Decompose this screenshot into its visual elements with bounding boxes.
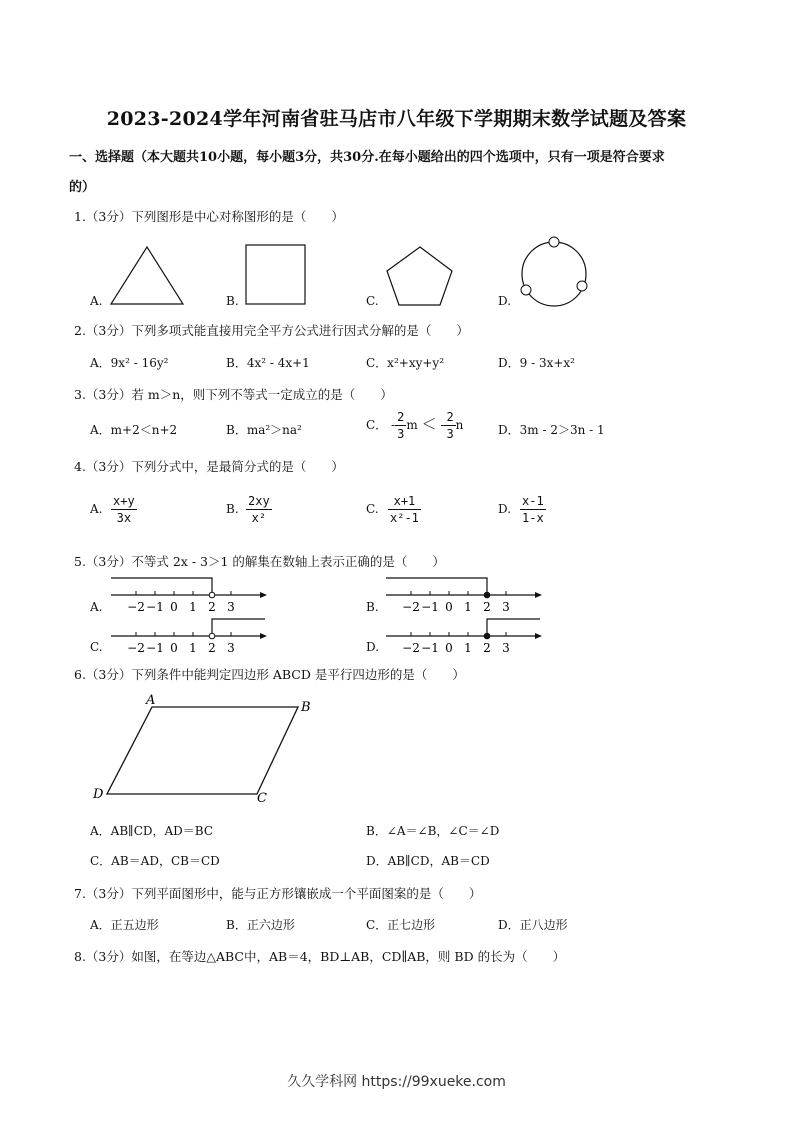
number-line-tick-label: 3 xyxy=(227,641,235,655)
fraction-numerator: 2 xyxy=(397,410,405,424)
number-line-tick-label: −1 xyxy=(146,641,164,655)
question-4-stem: 4.（3分）下列分式中，是最简分式的是（ ） xyxy=(74,459,344,474)
number-line-tick-label: 3 xyxy=(502,600,510,614)
arrow-head-icon xyxy=(260,592,267,598)
q7-option-d: D．正八边形 xyxy=(498,918,568,932)
vertex-a-label: A xyxy=(146,693,156,708)
q5-option-b-label: B. xyxy=(366,600,379,614)
q3-option-a: A．m+2＜n+2 xyxy=(90,423,178,437)
q2-option-c: C．x²+xy+y² xyxy=(366,356,445,370)
q3-option-d: D．3m - 2＞3n - 1 xyxy=(498,423,605,437)
vertex-c-label: C xyxy=(257,791,267,806)
q6-option-a: A．AB∥CD，AD＝BC xyxy=(90,824,214,838)
number-line-tick-label: −2 xyxy=(127,641,145,655)
fraction-denominator: 3x xyxy=(116,511,132,525)
open-dot-icon xyxy=(209,592,215,598)
q3-option-c-label: C． xyxy=(366,418,388,432)
question-1-stem: 1.（3分）下列图形是中心对称图形的是（ ） xyxy=(74,209,344,224)
pentagon-icon xyxy=(387,247,452,305)
number-line-tick-label: 2 xyxy=(483,641,491,655)
q5-option-d-label: D. xyxy=(366,640,380,654)
q1-option-b-label: B. xyxy=(226,294,239,308)
q7-option-b: B．正六边形 xyxy=(226,918,295,932)
fraction-denominator: x² xyxy=(251,511,267,525)
number-line-tick-label: 3 xyxy=(502,641,510,655)
q1-option-c-label: C. xyxy=(366,294,379,308)
number-line-tick-label: 2 xyxy=(208,600,216,614)
number-line-tick-label: −1 xyxy=(421,641,439,655)
arrow-head-icon xyxy=(535,633,542,639)
q3-option-c-fraction-1 xyxy=(395,409,406,442)
number-line-tick-label: 0 xyxy=(445,600,453,614)
q6-option-c: C．AB＝AD，CB＝CD xyxy=(90,854,220,868)
solution-ray xyxy=(111,578,212,595)
q4-option-a-fraction xyxy=(111,493,137,526)
number-line-tick-label: 2 xyxy=(483,600,491,614)
closed-dot-icon xyxy=(484,592,490,598)
q4-option-b-label: B. xyxy=(226,502,239,516)
q6-option-d: D．AB∥CD，AB＝CD xyxy=(366,854,490,868)
q3-option-c-var2: n xyxy=(455,418,464,432)
q1-figures xyxy=(0,230,793,310)
q3-option-c-relation: ＜ xyxy=(421,415,437,433)
q2-option-b: B．4x² - 4x+1 xyxy=(226,356,310,370)
number-line-tick-label: 1 xyxy=(464,600,472,614)
question-2-stem: 2.（3分）下列多项式能直接用完全平方公式进行因式分解的是（ ） xyxy=(74,323,469,338)
vertex-d-label: D xyxy=(93,787,104,802)
arrow-head-icon xyxy=(260,633,267,639)
open-dot-icon xyxy=(209,633,215,639)
fraction-numerator: 2 xyxy=(446,410,454,424)
fraction-denominator: x²-1 xyxy=(390,511,419,525)
number-line-tick-label: 3 xyxy=(227,600,235,614)
q4-option-b-fraction xyxy=(246,493,272,526)
q5-number-lines xyxy=(0,570,793,660)
number-line-tick-label: 1 xyxy=(189,641,197,655)
arrow-head-icon xyxy=(535,592,542,598)
number-line-tick-label: 0 xyxy=(170,641,178,655)
number-line-tick-label: 1 xyxy=(189,600,197,614)
q5-option-a-label: A. xyxy=(90,600,103,614)
number-line-tick-label: −1 xyxy=(146,600,164,614)
q3-option-b: B．ma²＞na² xyxy=(226,423,302,437)
q7-option-c: C．正七边形 xyxy=(366,918,436,932)
q3-option-c-fraction-2 xyxy=(444,409,455,442)
q6-option-b: B．∠A＝∠B，∠C＝∠D xyxy=(366,824,500,838)
question-3-stem: 3.（3分）若 m＞n，则下列不等式一定成立的是（ ） xyxy=(74,387,393,402)
question-7-stem: 7.（3分）下列平面图形中，能与正方形镶嵌成一个平面图案的是（ ） xyxy=(74,886,482,901)
section-heading: 一、选择题（本大题共10小题，每小题3分，共30分.在每小题给出的四个选项中，只有一项是符合要求 xyxy=(69,150,665,165)
question-8-stem: 8.（3分）如图，在等边△ABC中，AB＝4，BD⊥AB，CD∥AB，则 BD 的长为（ ） xyxy=(74,949,566,964)
fraction-denominator: 3 xyxy=(446,427,454,441)
question-5-stem: 5.（3分）不等式 2x - 3＞1 的解集在数轴上表示正确的是（ ） xyxy=(74,554,445,569)
q3-option-c-var1: m xyxy=(406,418,418,432)
number-line-tick-label: −2 xyxy=(402,600,420,614)
solution-ray xyxy=(487,619,540,636)
q3-option-c-sign1: - xyxy=(391,418,396,432)
q2-option-a: A．9x² - 16y² xyxy=(90,356,169,370)
question-6-stem: 6.（3分）下列条件中能判定四边形 ABCD 是平行四边形的是（ ） xyxy=(74,667,465,682)
fraction-numerator: x+y xyxy=(113,494,135,508)
q4-option-c-fraction xyxy=(388,493,421,526)
q5-option-c-label: C. xyxy=(90,640,103,654)
q4-option-d-fraction xyxy=(520,493,546,526)
q2-option-d: D．9 - 3x+x² xyxy=(498,356,575,370)
fraction-denominator: 3 xyxy=(397,427,405,441)
square-icon xyxy=(246,245,305,304)
solution-ray xyxy=(212,619,265,636)
number-line-tick-label: 1 xyxy=(464,641,472,655)
circle-with-three-dots-icon xyxy=(521,237,587,306)
closed-dot-icon xyxy=(484,633,490,639)
q4-option-a-label: A. xyxy=(90,502,103,516)
q1-option-d-label: D. xyxy=(498,294,512,308)
parallelogram-abcd xyxy=(107,707,298,794)
parallelogram-figure xyxy=(80,690,340,810)
fraction-denominator: 1-x xyxy=(522,511,544,525)
number-line-tick-label: −2 xyxy=(402,641,420,655)
fraction-numerator: x-1 xyxy=(522,494,544,508)
q4-option-d-label: D. xyxy=(498,502,512,516)
fraction-numerator: x+1 xyxy=(388,493,421,510)
vertex-b-label: B xyxy=(301,700,311,715)
q3-option-c-sign2: - xyxy=(440,418,445,432)
number-line-tick-label: −1 xyxy=(421,600,439,614)
q1-option-a-label: A. xyxy=(90,294,103,308)
footer-watermark: 久久学科网 https://99xueke.com xyxy=(287,1074,506,1090)
q7-option-a: A．正五边形 xyxy=(90,918,159,932)
q4-option-c-label: C. xyxy=(366,502,379,516)
number-line-tick-label: 0 xyxy=(445,641,453,655)
number-line-tick-label: 2 xyxy=(208,641,216,655)
triangle-icon xyxy=(111,247,183,304)
number-line-tick-label: −2 xyxy=(127,600,145,614)
page-title: 2023-2024学年河南省驻马店市八年级下学期期末数学试题及答案 xyxy=(106,108,687,130)
section-heading-cont: 的） xyxy=(69,180,96,195)
number-line-tick-label: 0 xyxy=(170,600,178,614)
q3-option-c xyxy=(366,409,463,442)
solution-ray xyxy=(386,578,487,595)
fraction-numerator: 2xy xyxy=(248,494,270,508)
